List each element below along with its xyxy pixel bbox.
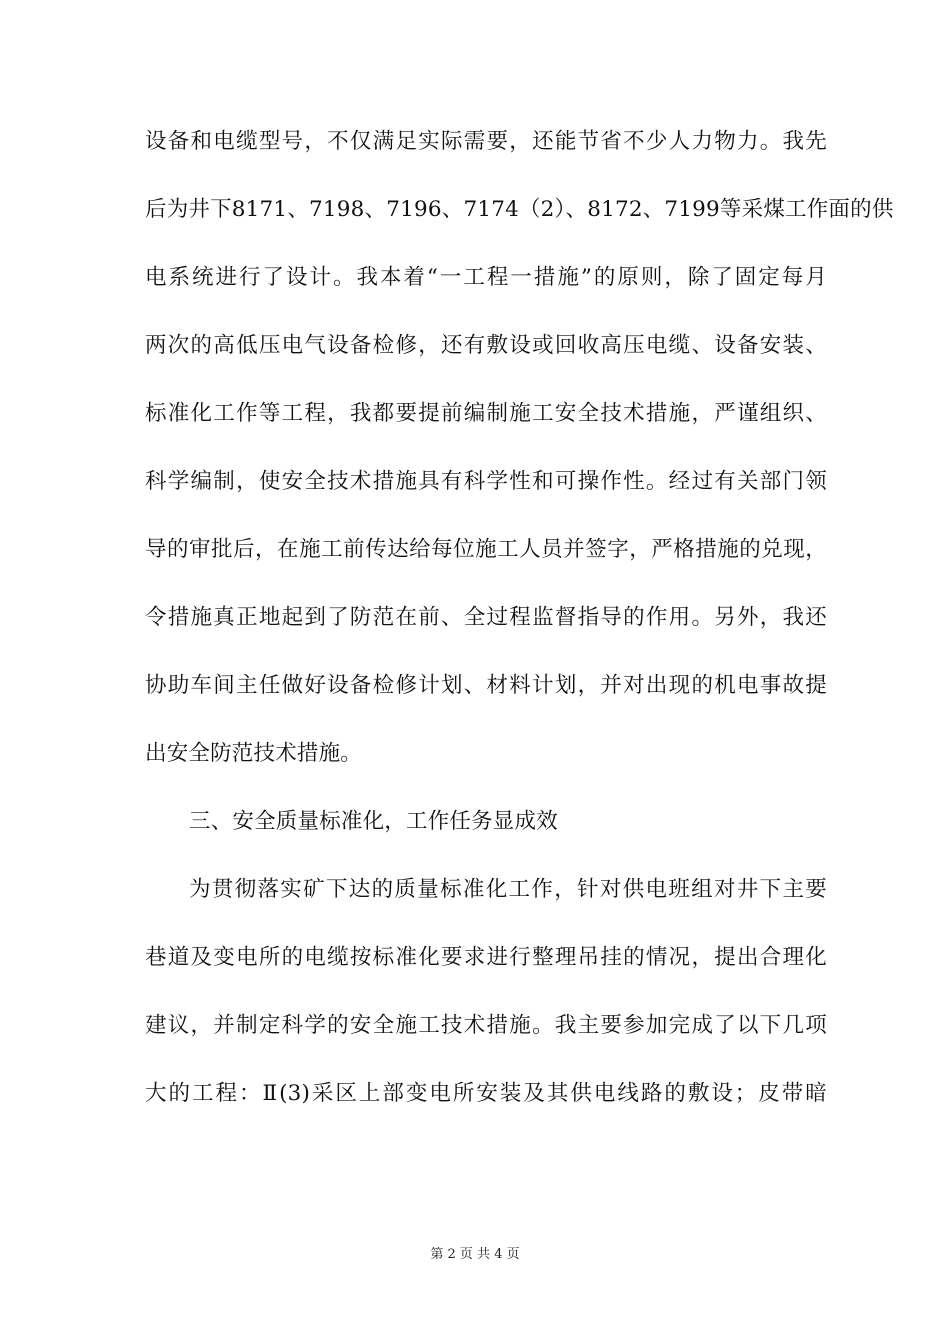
- text-line: 协助车间主任做好设备检修计划、材料计划，并对出现的机电事故提: [145, 673, 827, 698]
- paragraph-end-line: 出安全防范技术措施。: [145, 741, 363, 766]
- text-line: 大的工程：Ⅱ(3)采区上部变电所安装及其供电线路的敷设；皮带暗: [145, 1081, 827, 1106]
- text-line: 科学编制，使安全技术措施具有科学性和可操作性。经过有关部门领: [145, 469, 827, 494]
- text-line: 巷道及变电所的电缆按标准化要求进行整理吊挂的情况，提出合理化: [145, 945, 827, 970]
- section-heading: 三、安全质量标准化，工作任务显成效: [189, 809, 558, 834]
- text-line: 两次的高低压电气设备检修，还有敷设或回收高压电缆、设备安装、: [145, 333, 827, 358]
- text-line: 令措施真正地起到了防范在前、全过程监督指导的作用。另外，我还: [145, 605, 827, 630]
- page-number-label: 第 2 页 共 4 页: [430, 1247, 520, 1262]
- text-line: 标准化工作等工程，我都要提前编制施工安全技术措施，严谨组织、: [145, 401, 827, 426]
- text-line: 建议，并制定科学的安全施工技术措施。我主要参加完成了以下几项: [145, 1013, 827, 1038]
- text-line: 导的审批后，在施工前传达给每位施工人员并签字，严格措施的兑现，: [145, 537, 827, 562]
- document-body: [145, 122, 894, 1142]
- text-line: 电系统进行了设计。我本着“一工程一措施”的原则，除了固定每月: [145, 265, 827, 290]
- text-line: 后为井下8171、7198、7196、7174（2）、8172、7199等采煤工作面的供: [145, 197, 894, 222]
- text-line: 设备和电缆型号，不仅满足实际需要，还能节省不少人力物力。我先: [145, 129, 827, 154]
- paragraph-first-line: 为贯彻落实矿下达的质量标准化工作，针对供电班组对井下主要: [189, 877, 827, 902]
- page-footer: [0, 1243, 950, 1262]
